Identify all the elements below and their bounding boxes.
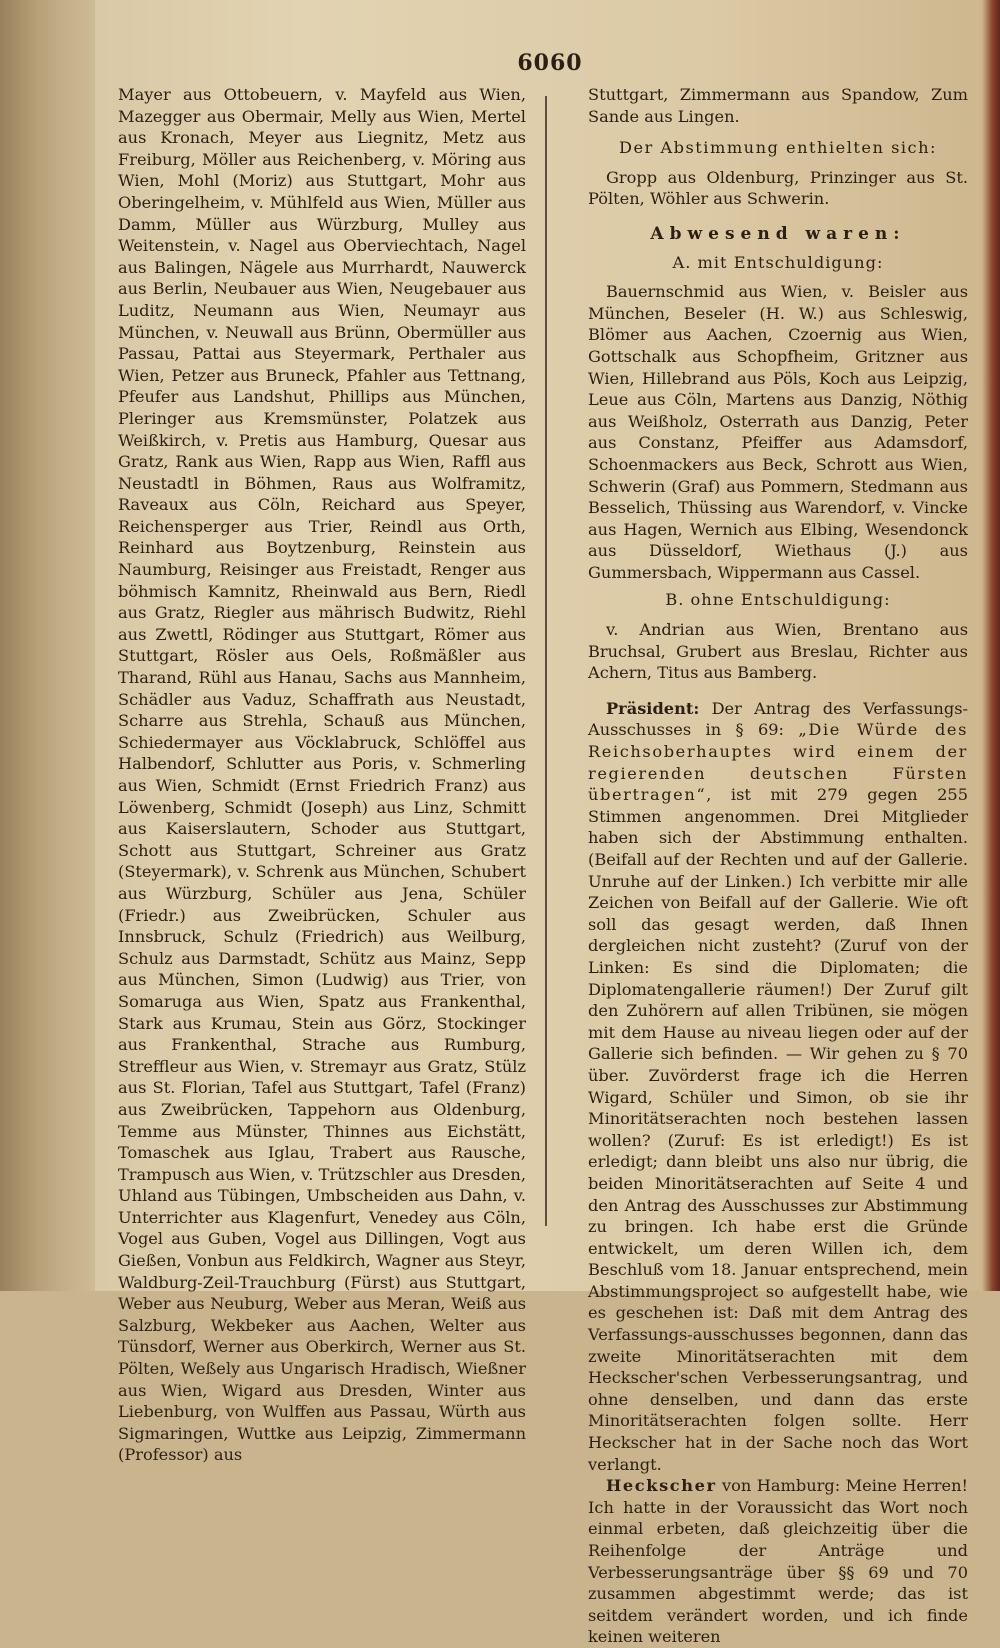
speaker-president: Präsident:	[606, 698, 700, 718]
unexcused-heading: B. ohne Entschuldigung:	[665, 590, 891, 610]
excused-list: Bauernschmid aus Wien, v. Beisler aus München, Beseler (H. W.) aus Schleswig, Blömer aus Aachen, Czoernig aus Wien, Gottschalk aus Schopfheim, Gritzner aus Wien, Hillebrand aus Pöls, Koch aus Leipzig, Leue aus Cöln, Martens aus Danzig, Nöthig aus Weißholz, Osterrath aus Danzig, Peter aus Constanz, Pfeiffer aus Adamsdorf, Schoenmackers aus Beck, Schrott aus Wien, Schwerin (Graf) aus Pommern, Stedmann aus Besselich, Thüssing aus Warendorf, v. Vincke aus Hagen, Wernich aus Elbing, Wesendonck aus Düsseldorf, Wiethaus (J.) aus Gummersbach, Wippermann aus Cassel.	[588, 282, 968, 582]
right-column	[588, 84, 969, 1647]
excused-heading: A. mit Entschuldigung:	[672, 252, 884, 272]
president-quote: „Die Würde des Reichsoberhauptes wird einem der regierenden deutschen Fürsten übertragen“	[588, 720, 968, 805]
president-speech	[588, 698, 968, 1475]
column-divider	[545, 96, 547, 1226]
page-number: 6060	[517, 50, 583, 76]
abstained-heading: Der Abstimmung enthielten sich:	[619, 138, 937, 158]
vote-list-end: Stuttgart, Zimmermann aus Spandow, Zum Sande aus Lingen.	[588, 85, 968, 126]
heckscher-speech	[588, 1475, 968, 1648]
president-speech-part-2: , ist mit 279 gegen 255 Stimmen angenommen. Drei Mitglieder haben sich der Abstimmung enthalten. (Beifall auf der Rechten und auf der Gallerie. Unruhe auf der Linken.) Ich verbitte mir alle Zeichen von Beifall auf der Gallerie. Wie oft soll das gesagt werden, daß Ihnen dergleichen nicht zusteht? (Zuruf von der Linken: Es sind die Diplomaten; die Diplomatengallerie räumen!) Der Zuruf gilt den Zuhörern auf allen Tribünen, sie mögen mit dem Hause au niveau liegen oder auf der Gallerie sich befinden. — Wir gehen zu § 70 über. Zuvörderst frage ich die Herren Wigard, Schüler und Simon, ob sie ihr Minoritätserachten noch bestehen lassen wollen? (Zuruf: Es ist erledigt!) Es ist erledigt; dann bleibt uns also nur übrig, die beiden Minoritätserachten auf Seite 4 und den Antrag des Ausschusses zur Abstimmung zu bringen. Ich habe erst die Gründe entwickelt, um deren Willen ich, dem Beschluß vom 18. Januar entsprechend, mein Abstimmungsproject so aufgestellt habe, wie es geschehen ist: Daß mit dem Antrag des Verfassungs-ausschusses begonnen, dann das zweite Minoritätserachten mit dem Heckscher'schen Verbesserungsantrag, und ohne denselben, und dann das erste Minoritätserachten folgen sollte. Herr Heckscher hat in der Sache noch das Wort verlangt.	[588, 785, 968, 1474]
abstained-list: Gropp aus Oldenburg, Prinzinger aus St. Pölten, Wöhler aus Schwerin.	[588, 167, 968, 209]
book-binding-shadow	[0, 0, 95, 1291]
president-speech-part-1: Der Antrag des Verfassungs-Ausschusses in § 69:	[588, 698, 968, 740]
unexcused-list: v. Andrian aus Wien, Brentano aus Bruchsal, Grubert aus Breslau, Richter aus Achern, Titus aus Bamberg.	[588, 620, 968, 683]
speaker-origin: von Hamburg:	[716, 1476, 846, 1496]
page-edge	[982, 0, 1000, 1291]
heckscher-speech-text: Meine Herren! Ich hatte in der Voraussicht das Wort noch einmal erbeten, daß gleichzeitig über die Reihenfolge der Anträge und Verbesserungsanträge über §§ 69 und 70 zusammen abgestimmt werde; das ist seitdem verändert worden, und ich finde keinen weiteren	[588, 1476, 969, 1647]
speaker-heckscher: Heckscher	[606, 1476, 717, 1496]
section-gap	[588, 684, 968, 698]
left-column	[118, 84, 526, 1465]
vote-list-continuation: Mayer aus Ottobeuern, v. Mayfeld aus Wien, Mazegger aus Obermair, Melly aus Wien, Mertel aus Kronach, Meyer aus Liegnitz, Metz aus Freiburg, Möller aus Reichenberg, v. Möring aus Wien, Mohl (Moriz) aus Stuttgart, Mohr aus Oberingelheim, v. Mühlfeld aus Wien, Müller aus Damm, Müller aus Würzburg, Mulley aus Weitenstein, v. Nagel aus Oberviechtach, Nagel aus Balingen, Nägele aus Murrhardt, Nauwerck aus Berlin, Neubauer aus Wien, Neugebauer aus Luditz, Neumann aus Wien, Neumayr aus München, v. Neuwall aus Brünn, Obermüller aus Passau, Pattai aus Steyermark, Perthaler aus Wien, Petzer aus Bruneck, Pfahler aus Tettnang, Pfeufer aus Landshut, Phillips aus München, Pleringer aus Kremsmünster, Polatzek aus Weißkirch, v. Pretis aus Hamburg, Quesar aus Gratz, Rank aus Wien, Rapp aus Wien, Raffl aus Neustadtl in Böhmen, Raus aus Wolframitz, Raveaux aus Cöln, Reichard aus Speyer, Reichensperger aus Trier, Reindl aus Orth, Reinhard aus Boytzenburg, Reinstein aus Naumburg, Reisinger aus Freistadt, Renger aus böhmisch Kamnitz, Rheinwald aus Bern, Riedl aus Gratz, Riegler aus mährisch Budwitz, Riehl aus Zwettl, Rödinger aus Stuttgart, Römer aus Stuttgart, Rösler aus Oels, Roßmäßler aus Tharand, Rühl aus Hanau, Sachs aus Mannheim, Schädler aus Vaduz, Schaffrath aus Neustadt, Scharre aus Strehla, Schauß aus München, Schiedermayer aus Vöcklabruck, Schlöffel aus Halbendorf, Schlutter aus Poris, v. Schmerling aus Wien, Schmidt (Ernst Friedrich Franz) aus Löwenberg, Schmidt (Joseph) aus Linz, Schmitt aus Kaiserslautern, Schoder aus Stuttgart, Schott aus Stuttgart, Schreiner aus Gratz (Steyermark), v. Schrenk aus München, Schubert aus Würzburg, Schüler aus Jena, Schüler (Friedr.) aus Zweibrücken, Schuler aus Innsbruck, Schulz (Friedrich) aus Weilburg, Schulz aus Darmstadt, Schütz aus Mainz, Sepp aus München, Simon (Ludwig) aus Trier, von Somaruga aus Wien, Spatz aus Frankenthal, Stark aus Krumau, Stein aus Görz, Stockinger aus Frankenthal, Strache aus Rumburg, Streffleur aus Wien, v. Stremayr aus Gratz, Stülz aus St. Florian, Tafel aus Stuttgart, Tafel (Franz) aus Zweibrücken, Tappehorn aus Oldenburg, Temme aus Münster, Thinnes aus Eichstätt, Tomaschek aus Iglau, Trabert aus Rausche, Trampusch aus Wien, v. Trützschler aus Dresden, Uhland aus Tübingen, Umbscheiden aus Dahn, v. Unterrichter aus Klagenfurt, Venedey aus Cöln, Vogel aus Guben, Vogel aus Dillingen, Vogt aus Gießen, Vonbun aus Feldkirch, Wagner aus Steyr, Waldburg-Zeil-Trauchburg (Fürst) aus Stuttgart, Weber aus Neuburg, Weber aus Meran, Weiß aus Salzburg, Wekbeker aus Aachen, Welter aus Tünsdorf, Werner aus Oberkirch, Werner aus St. Pölten, Weßely aus Ungarisch Hradisch, Wießner aus Wien, Wigard aus Dresden, Winter aus Liebenburg, von Wulffen aus Passau, Würth aus Sigmaringen, Wuttke aus Leipzig, Zimmermann (Professor) aus	[118, 85, 526, 1465]
absent-heading: Abwesend waren:	[650, 223, 906, 244]
